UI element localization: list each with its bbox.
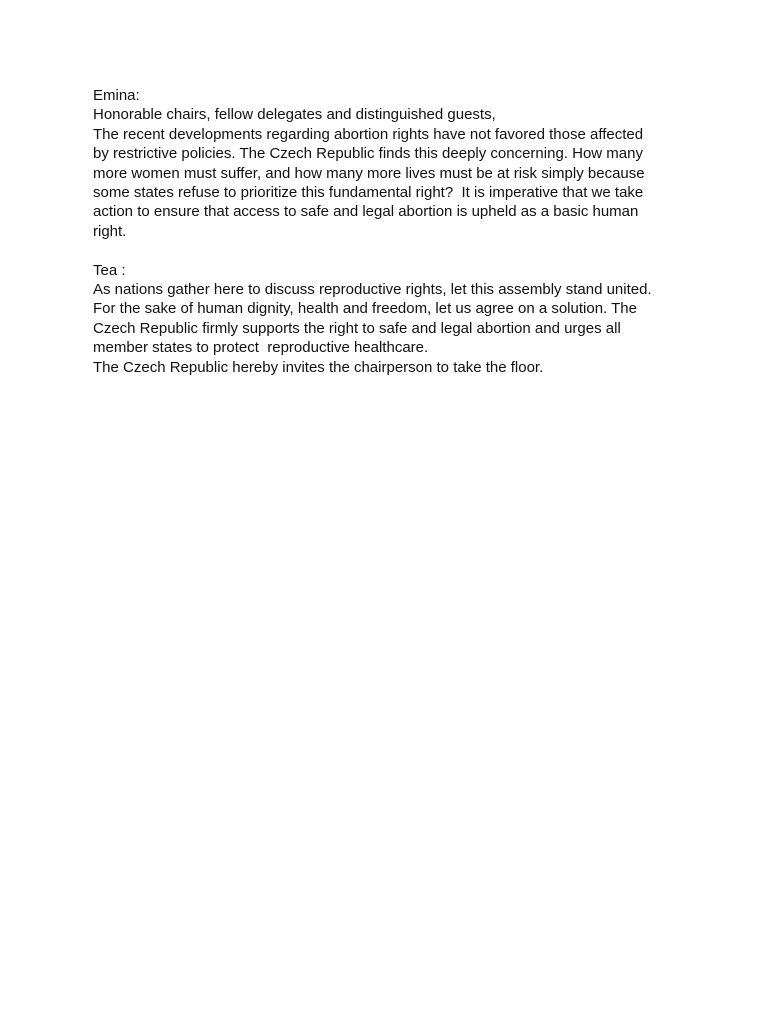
paragraph-line: For the sake of human dignity, health and freedom, let us agree on a solution. The (93, 300, 637, 318)
speaker-label: Emina: (93, 87, 140, 104)
paragraph-line: some states refuse to prioritize this fundamental right? It is imperative that we take (93, 184, 644, 202)
speech-section-tea (93, 261, 693, 377)
blank-line (93, 241, 693, 260)
paragraph-line: Czech Republic firmly supports the right to safe and legal abortion and urges all (93, 319, 621, 337)
document-page (93, 86, 693, 377)
paragraph-line: The recent developments regarding abortion rights have not favored those affected (93, 125, 644, 143)
paragraph-line: right. (93, 222, 127, 240)
paragraph-line: more women must suffer, and how many more lives must be at risk simply because (93, 164, 645, 182)
speech-section-emina (93, 86, 693, 241)
paragraph-line: Honorable chairs, fellow delegates and distinguished guests, (93, 106, 496, 124)
paragraph-line: As nations gather here to discuss reproductive rights, let this assembly stand united. (93, 281, 652, 299)
paragraph-line: The Czech Republic hereby invites the chairperson to take the floor. (93, 358, 544, 376)
paragraph-line: by restrictive policies. The Czech Republic finds this deeply concerning. How many (93, 145, 643, 163)
paragraph-line: action to ensure that access to safe and legal abortion is upheld as a basic human (93, 203, 639, 221)
paragraph-line: member states to protect reproductive healthcare. (93, 339, 429, 357)
speaker-label: Tea : (93, 261, 126, 279)
